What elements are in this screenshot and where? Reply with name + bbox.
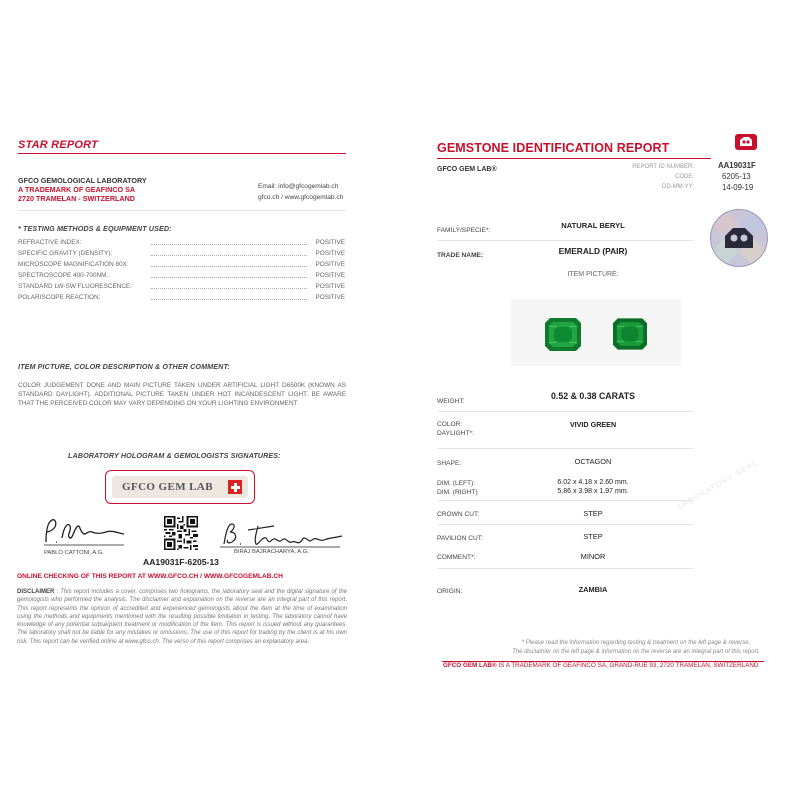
color-value: VIVID GREEN [569,420,617,429]
comment-label: COMMENT*: [437,554,476,561]
test-value: POSITIVE [315,250,345,257]
meta-label: DD-MM-YY: [662,184,694,190]
test-label: SPECIFIC GRAVITY (DENSITY): [18,250,113,257]
test-value: POSITIVE [315,272,345,279]
signature-1-name: PABLO CATTONI, A.G. [44,550,104,556]
test-value: POSITIVE [315,261,345,268]
origin-value: ZAMBIA [578,585,608,594]
section-divider [18,210,346,211]
laboratory-seal-icon [710,209,768,267]
footer-trademark [443,662,758,669]
dim-right-value: 5.86 x 3.98 x 1.97 mm. [557,488,629,495]
footer-note-1: * Please read the information regarding testing & treatment on the left page & reverse. [521,640,751,646]
meta-label: REPORT ID NUMBER: [632,164,694,170]
footer-note-2: The disclaimer on the left page & information on the reverse are an integral part of this report. [512,649,760,655]
footer-notes [466,639,800,657]
test-row [18,293,345,302]
test-value: POSITIVE [315,239,345,246]
gfco-logo-icon [735,134,757,150]
row-divider [437,240,693,241]
lab-address-block [18,176,147,203]
lab-trademark: A TRADEMARK OF GEAFINCO SA [18,185,136,194]
test-row [18,282,345,291]
row-divider [437,500,693,501]
qr-code[interactable] [164,516,198,550]
origin-label: ORIGIN: [437,588,463,595]
trade-name-label: TRADE NAME: [437,252,484,259]
lab-email: Email: info@gfcogemlab.ch [258,183,339,190]
color-label: COLOR: [437,421,463,428]
lab-address: 2720 TRAMELAN - SWITZERLAND [18,194,136,203]
row-divider [437,568,693,569]
star-report-title: STAR REPORT [18,139,99,151]
test-row [18,271,345,280]
test-value: POSITIVE [315,283,345,290]
signature-1 [40,512,130,548]
title-divider [18,153,346,154]
report-id-number: AA19031F [718,161,756,170]
laboratory-hologram [105,470,255,504]
item-picture [511,299,681,366]
family-value: NATURAL BERYL [561,221,625,230]
emerald-left [545,318,581,351]
test-label: STANDARD LW-SW FLUORESCENCE: [18,283,132,290]
seal-watermark: LABORATORY SEAL [675,457,760,512]
hologram-foil [112,476,248,498]
signature-2 [218,516,348,550]
trade-name-value: EMERALD (PAIR) [558,246,628,256]
swiss-flag-icon [228,480,242,494]
emerald-right [613,318,647,350]
crown-cut-value: STEP [583,509,603,518]
footer-text: IS A TRADEMARK OF GEAFINCO SA, GRAND-RUE 93, 2720 TRAMELAN, SWITZERLAND [496,662,759,669]
test-label: REFRACTIVE INDEX: [18,239,82,246]
lab-website: gfco.ch / www.gfcogemlab.ch [258,193,344,201]
footer-brand: GFCO GEM LAB® [443,662,497,669]
lab-contact [258,182,343,203]
test-label: SPECTROSCOPE 400-700NM.: [18,272,110,279]
report-code: 6205-13 [722,172,751,181]
color-judgement-text: COLOR JUDGEMENT DONE AND MAIN PICTURE TAKEN UNDER ARTIFICIAL LIGHT D6500K (KNOWN AS STANDARD DAYLIGHT). ADDITIONAL PICTURE TAKEN UNDER HOT INCANDESCENT LIGHT. BE AWARE THAT THE PERCEIVED COLOR MAY VARY DEPENDING ON YOUR LIGHTING ENVIRONMENT [18,382,346,407]
online-check-link[interactable]: ONLINE CHECKING OF THIS REPORT AT WWW.GFCO.CH / WWW.GFCOGEMLAB.CH [17,573,283,580]
test-row [18,238,345,247]
test-label: MICROSCOPE MAGNIFICATION 80X: [18,261,129,268]
report-reference: AA19031F-6205-13 [143,557,219,567]
dim-left-value: 6.02 x 4.18 x 2.60 mm. [557,479,629,486]
pavilion-cut-label: PAVILION CUT: [437,535,483,542]
title-divider [437,158,711,159]
crown-cut-label: CROWN CUT: [437,511,480,518]
daylight-label: DAYLIGHT*: [437,430,474,437]
pavilion-cut-value: STEP [583,532,603,541]
item-picture-title: ITEM PICTURE, COLOR DESCRIPTION & OTHER COMMENT: [18,362,230,371]
report-date: 14-09-19 [722,183,754,192]
hologram-text: GFCO GEM LAB [122,481,213,493]
test-row [18,260,345,269]
disclaimer [17,588,347,646]
family-label: FAMILY/SPECIE*: [437,227,491,234]
test-value: POSITIVE [315,294,345,301]
shape-value: OCTAGON [574,457,612,466]
hologram-title: LABORATORY HOLOGRAM & GEMOLOGISTS SIGNATURES: [68,451,281,460]
comment-value: MINOR [580,552,606,561]
row-divider [437,524,693,525]
dim-right-label: DIM. (RIGHT) [437,489,478,496]
lab-name: GFCO GEMOLOGICAL LABORATORY [18,176,147,185]
shape-label: SHAPE: [437,460,462,467]
weight-value: 0.52 & 0.38 CARATS [551,391,635,401]
weight-label: WEIGHT: [437,398,465,405]
row-divider [437,448,693,449]
gemstone-report-title: GEMSTONE IDENTIFICATION REPORT [437,141,670,155]
testing-methods-title: * TESTING METHODS & EQUIPMENT USED: [18,224,172,233]
row-divider [437,411,693,412]
item-picture-label: ITEM PICTURE: [567,271,619,278]
meta-label: CODE: [674,174,694,180]
test-label: POLARISCOPE REACTION: [18,294,101,301]
disclaimer-label: DISCLAIMER [17,589,55,595]
signature-2-name: BIRAJ BAJRACHARYA, A.G. [234,549,309,555]
dim-left-label: DIM. (LEFT): [437,480,476,487]
disclaimer-text: : This report includes a cover, comprises two holograms, the laboratory seal and the digital signature of the gemologists who performed the analysis. The disclaimer and explanation on the reverse are an integral part of this report. This report represents the opinion of accredited and experienced gemologists about the item at the time of examination using the methods and equipments mentioned with the resulting possible limitation in testing. The laboratory cannot have knowledge of any potential subsequent treatment or modification of the item. This report is issued without any guarantees. The laboratory shall not be liable for any mistakes or omissions. The use of this report for trading by the client is at his own risk. This report can be verified online at www.gfco.ch. The verso of this report comprises an explanatory area. [17,589,347,645]
test-row [18,249,345,258]
gfco-gem-lab-label: GFCO GEM LAB® [437,166,497,173]
